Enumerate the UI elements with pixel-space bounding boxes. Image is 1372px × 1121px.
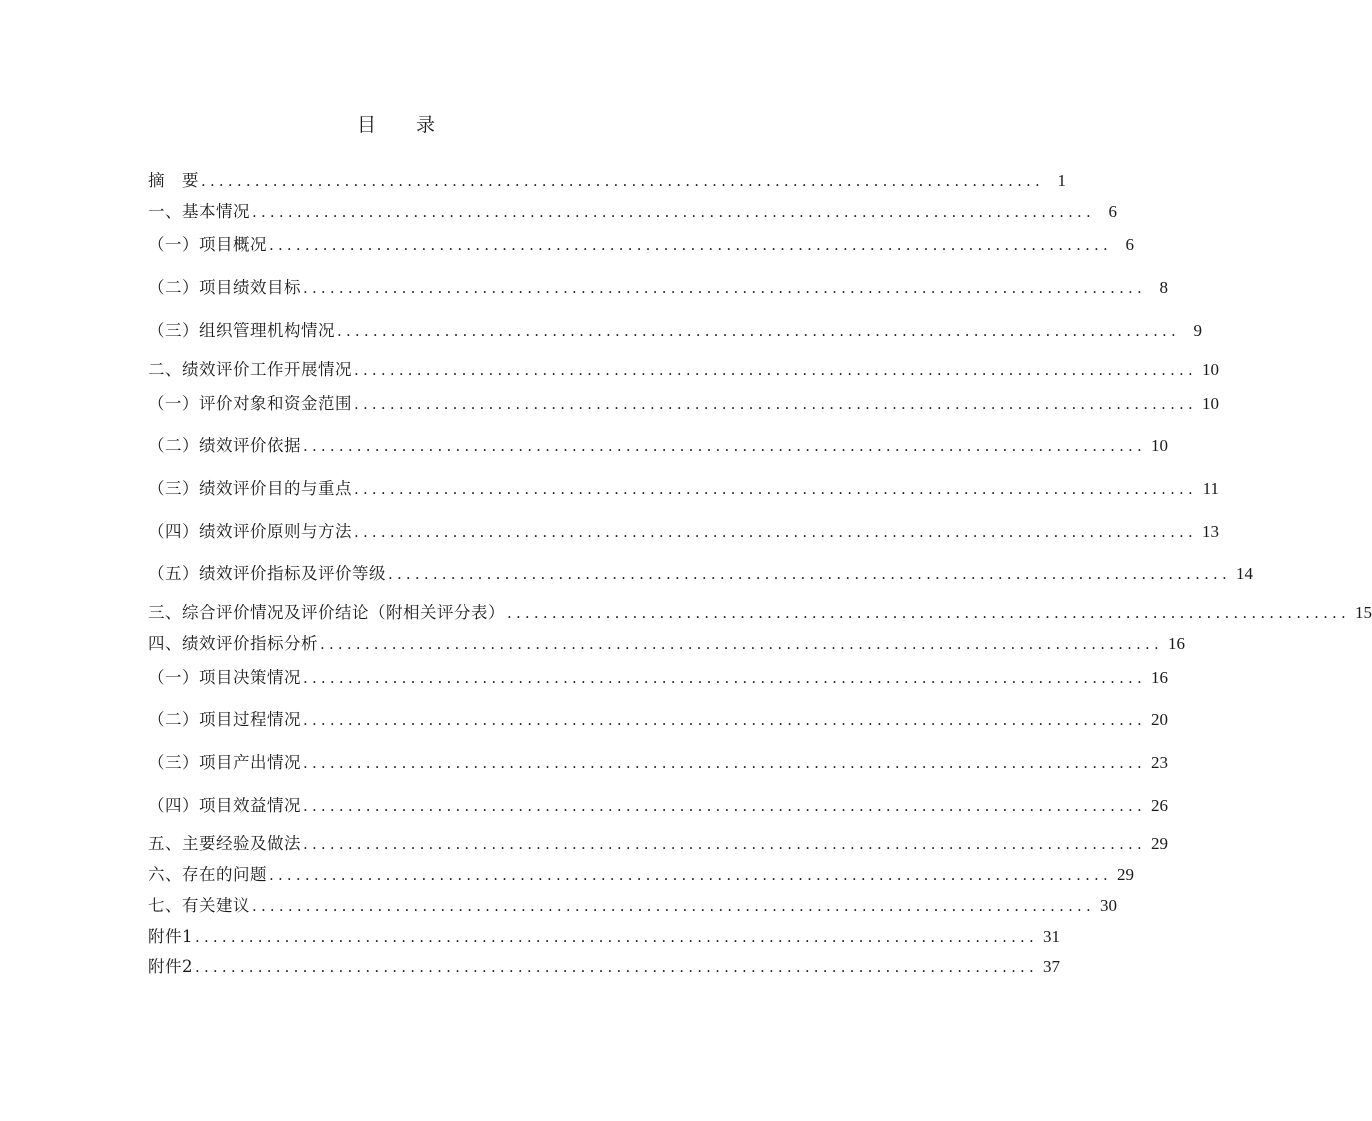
toc-entry-label: （一）项目决策情况 (148, 668, 301, 687)
toc-entry-label: 一、基本情况 (148, 202, 250, 221)
toc-leader-dots: .............................................................................................. (507, 604, 1350, 622)
toc-entry-label: （四）绩效评价原则与方法 (148, 522, 352, 541)
toc-entry-indicator-analysis[interactable] (148, 632, 1185, 656)
toc-entry-page: 16 (1168, 634, 1185, 653)
toc-title-char-2: 录 (416, 114, 436, 136)
toc-entry-label: 五、主要经验及做法 (148, 834, 301, 853)
toc-leader-dots: .............................................................................................. (303, 835, 1146, 853)
toc-entry-page: 9 (1193, 321, 1202, 340)
toc-leader-dots: .............................................................................................. (269, 236, 1112, 254)
toc-entry-label: （二）绩效评价依据 (148, 436, 301, 455)
toc-entry-organization[interactable] (148, 319, 1202, 343)
toc-entry-page: 20 (1151, 710, 1168, 729)
toc-entry-attachment-1[interactable] (148, 925, 1060, 949)
toc-leader-dots: .............................................................................................. (354, 395, 1197, 413)
toc-leader-dots: .............................................................................................. (252, 203, 1095, 221)
toc-entry-project-overview[interactable] (148, 233, 1134, 257)
toc-entry-page: 6 (1108, 202, 1117, 221)
toc-entry-page: 8 (1159, 278, 1168, 297)
toc-leader-dots: .............................................................................................. (354, 523, 1197, 541)
toc-entry-label: （二）项目过程情况 (148, 710, 301, 729)
toc-entry-label: 附件2 (148, 957, 193, 976)
toc-entry-label: 四、绩效评价指标分析 (148, 634, 318, 653)
toc-entry-evaluation-indicators[interactable] (148, 562, 1253, 586)
toc-leader-dots: .............................................................................................. (269, 866, 1112, 884)
toc-entry-project-output[interactable] (148, 751, 1168, 775)
toc-title (0, 110, 792, 137)
toc-leader-dots: .............................................................................................. (252, 897, 1095, 915)
toc-entry-label: （四）项目效益情况 (148, 796, 301, 815)
toc-entry-page: 1 (1057, 171, 1066, 190)
toc-entry-label: 附件1 (148, 927, 193, 946)
toc-entry-page: 29 (1151, 834, 1168, 853)
toc-entry-page: 14 (1236, 564, 1253, 583)
toc-entry-page: 10 (1202, 360, 1219, 379)
toc-entry-project-benefit[interactable] (148, 794, 1168, 818)
toc-entry-page: 31 (1043, 927, 1060, 946)
toc-entry-page: 10 (1202, 394, 1219, 413)
toc-leader-dots: .............................................................................................. (303, 279, 1146, 297)
toc-entry-page: 15 (1355, 603, 1372, 622)
toc-entry-abstract[interactable] (148, 169, 1066, 193)
toc-entry-evaluation-object[interactable] (148, 392, 1219, 416)
toc-entry-evaluation-purpose[interactable] (148, 477, 1219, 501)
toc-entry-evaluation-work[interactable] (148, 358, 1219, 382)
toc-entry-label: （二）项目绩效目标 (148, 278, 301, 297)
toc-leader-dots: .............................................................................................. (303, 437, 1146, 455)
toc-leader-dots: .............................................................................................. (354, 480, 1197, 498)
toc-entry-evaluation-basis[interactable] (148, 434, 1168, 458)
toc-entry-attachment-2[interactable] (148, 955, 1060, 979)
toc-leader-dots: .............................................................................................. (337, 322, 1180, 340)
toc-entry-label: （五）绩效评价指标及评价等级 (148, 564, 386, 583)
toc-entry-label: 三、综合评价情况及评价结论（附相关评分表） (148, 603, 505, 622)
toc-leader-dots: .............................................................................................. (303, 711, 1146, 729)
toc-entry-page: 29 (1117, 865, 1134, 884)
toc-leader-dots: .............................................................................................. (303, 754, 1146, 772)
toc-entry-page: 30 (1100, 896, 1117, 915)
toc-entry-page: 23 (1151, 753, 1168, 772)
toc-entry-page: 13 (1202, 522, 1219, 541)
toc-entry-evaluation-principles[interactable] (148, 520, 1219, 544)
toc-entry-label: （三）绩效评价目的与重点 (148, 479, 352, 498)
toc-entry-project-process[interactable] (148, 708, 1168, 732)
toc-entry-label: 二、绩效评价工作开展情况 (148, 360, 352, 379)
toc-leader-dots: .............................................................................................. (320, 635, 1163, 653)
toc-leader-dots: .............................................................................................. (195, 958, 1038, 976)
toc-entry-page: 10 (1151, 436, 1168, 455)
toc-entry-label: 摘 要 (148, 171, 199, 190)
toc-leader-dots: .............................................................................................. (388, 565, 1231, 583)
toc-entry-label: （三）项目产出情况 (148, 753, 301, 772)
toc-entry-page: 16 (1151, 668, 1168, 687)
toc-leader-dots: .............................................................................................. (201, 172, 1044, 190)
toc-leader-dots: .............................................................................................. (303, 797, 1146, 815)
toc-entry-existing-problems[interactable] (148, 863, 1134, 887)
toc-entry-page: 6 (1125, 235, 1134, 254)
toc-entry-label: 六、存在的问题 (148, 865, 267, 884)
toc-leader-dots: .............................................................................................. (195, 928, 1038, 946)
toc-leader-dots: .............................................................................................. (303, 669, 1146, 687)
toc-entry-project-decision[interactable] (148, 666, 1168, 690)
toc-entry-basic-info[interactable] (148, 200, 1117, 224)
toc-entry-page: 37 (1043, 957, 1060, 976)
toc-leader-dots: .............................................................................................. (354, 361, 1197, 379)
toc-entry-page: 26 (1151, 796, 1168, 815)
toc-title-char-1: 目 (356, 114, 376, 136)
toc-entry-page: 11 (1202, 479, 1219, 498)
toc-entry-performance-goals[interactable] (148, 276, 1168, 300)
toc-entry-label: （一）评价对象和资金范围 (148, 394, 352, 413)
toc-entry-label: 七、有关建议 (148, 896, 250, 915)
toc-entry-label: （一）项目概况 (148, 235, 267, 254)
toc-entry-main-experience[interactable] (148, 832, 1168, 856)
toc-entry-label: （三）组织管理机构情况 (148, 321, 335, 340)
toc-entry-suggestions[interactable] (148, 894, 1117, 918)
toc-entry-overall-evaluation[interactable] (148, 601, 1372, 625)
